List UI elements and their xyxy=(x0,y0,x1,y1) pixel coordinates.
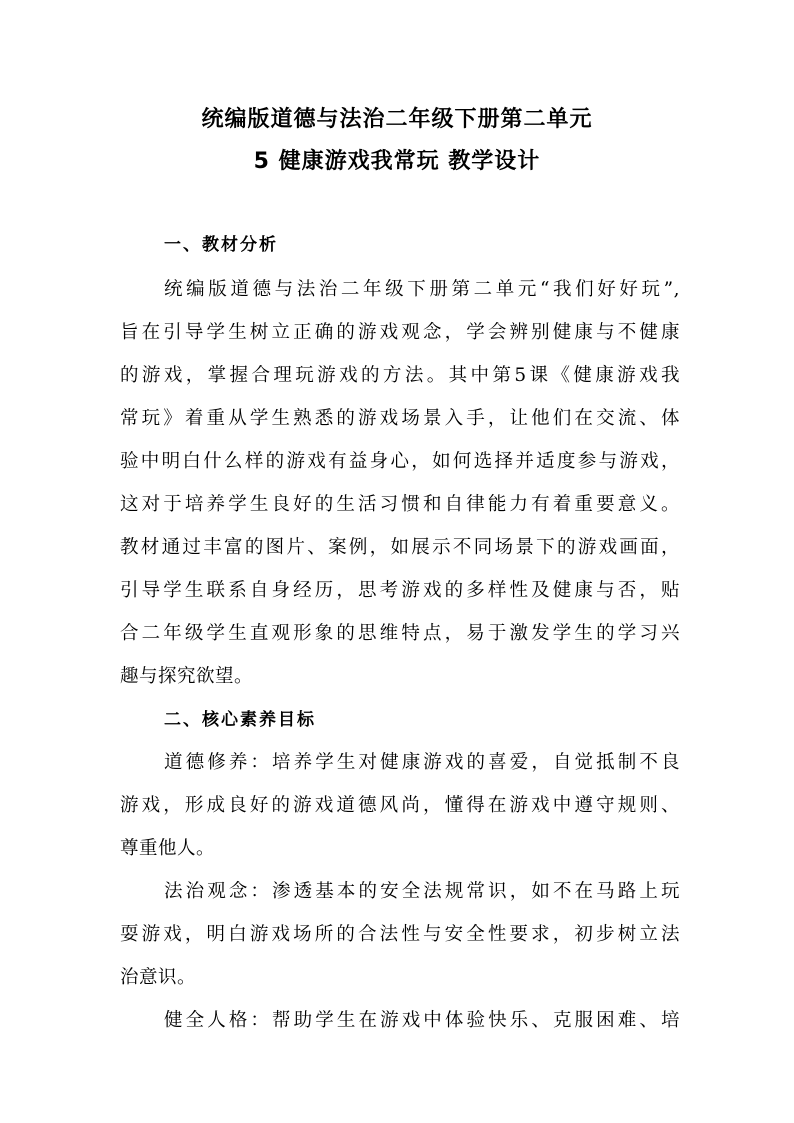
paragraph-line: 耍游戏，明白游戏场所的合法性与安全性要求，初步树立法 xyxy=(120,924,680,945)
paragraph-line: 健全人格：帮助学生在游戏中体验快乐、克服困难、培 xyxy=(164,1010,680,1031)
paragraph-line: 引导学生联系自身经历，思考游戏的多样性及健康与否，贴 xyxy=(120,580,680,601)
paragraph-line: 常玩》着重从学生熟悉的游戏场景入手，让他们在交流、体 xyxy=(120,408,680,429)
paragraph-line: 尊重他人。 xyxy=(120,838,216,859)
paragraph-line: 验中明白什么样的游戏有益身心，如何选择并适度参与游戏， xyxy=(120,451,680,472)
section-heading-textbook-analysis: 一、教材分析 xyxy=(164,235,278,255)
paragraph-line: 道德修养：培养学生对健康游戏的喜爱，自觉抵制不良 xyxy=(164,752,680,773)
paragraph-line: 趣与探究欲望。 xyxy=(120,666,254,687)
paragraph-line: 教材通过丰富的图片、案例，如展示不同场景下的游戏画面， xyxy=(120,537,680,558)
paragraph-line: 法治观念：渗透基本的安全法规常识，如不在马路上玩 xyxy=(164,881,680,902)
paragraph-line: 合二年级学生直观形象的思维特点，易于激发学生的学习兴 xyxy=(120,623,680,644)
paragraph-line: 统编版道德与法治二年级下册第二单元“我们好好玩”, xyxy=(164,279,680,300)
paragraph-line: 游戏，形成良好的游戏道德风尚，懂得在游戏中遵守规则、 xyxy=(120,795,680,816)
document-title: 统编版道德与法治二年级下册第二单元 xyxy=(201,107,593,132)
document-subtitle: 5 健康游戏我常玩 教学设计 xyxy=(253,149,541,174)
paragraph-line: 这对于培养学生良好的生活习惯和自律能力有着重要意义。 xyxy=(120,494,680,515)
paragraph-line: 治意识。 xyxy=(120,967,197,988)
section-heading-core-literacy-goals: 二、核心素养目标 xyxy=(164,710,316,730)
paragraph-line: 旨在引导学生树立正确的游戏观念，学会辨别健康与不健康 xyxy=(120,322,680,343)
paragraph-line: 的游戏，掌握合理玩游戏的方法。其中第5课《健康游戏我 xyxy=(120,365,680,386)
